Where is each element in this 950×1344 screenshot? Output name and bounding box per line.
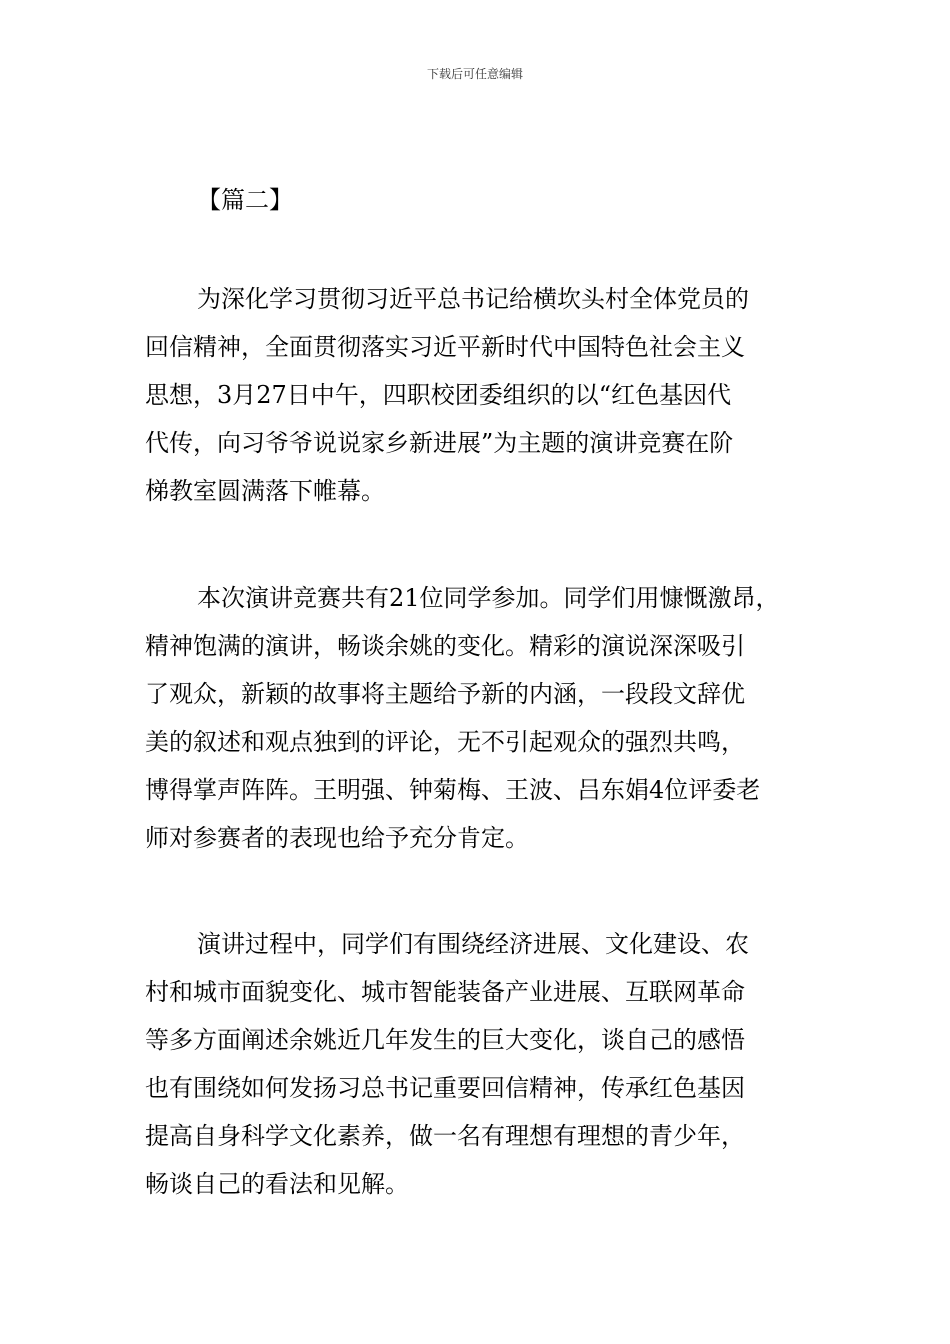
paragraph-line: 提高自身科学文化素养，做一名有理想有理想的青少年，	[145, 1122, 745, 1150]
page-header-note: 下载后可任意编辑	[426, 67, 523, 81]
paragraph-1	[145, 275, 749, 515]
paragraph-line: 回信精神，全面贯彻落实习近平新时代中国特色社会主义	[145, 333, 745, 361]
paragraph-line: 梯教室圆满落下帷幕。	[145, 477, 385, 505]
paragraph-line: 代传，向习爷爷说说家乡新进展”为主题的演讲竞赛在阶	[145, 429, 734, 457]
paragraph-line: 畅谈自己的看法和见解。	[145, 1170, 409, 1198]
paragraph-line: 师对参赛者的表现也给予充分肯定。	[145, 824, 529, 852]
paragraph-line: 等多方面阐述余姚近几年发生的巨大变化，谈自己的感悟	[145, 1026, 745, 1054]
section-title: 【篇二】	[197, 186, 293, 214]
paragraph-line: 为深化学习贯彻习近平总书记给横坎头村全体党员的	[197, 285, 749, 313]
paragraph-line: 演讲过程中，同学们有围绕经济进展、文化建设、农	[197, 930, 749, 958]
paragraph-line: 了观众，新颖的故事将主题给予新的内涵，一段段文辞优	[145, 680, 745, 708]
paragraph-line: 博得掌声阵阵。王明强、钟菊梅、王波、吕东娟4位评委老	[145, 776, 761, 804]
paragraph-line: 思想，3月27日中午，四职校团委组织的以“红色基因代	[145, 381, 732, 409]
paragraph-line: 精神饱满的演讲，畅谈余姚的变化。精彩的演说深深吸引	[145, 632, 745, 660]
paragraph-2	[145, 574, 780, 862]
paragraph-3	[145, 920, 749, 1208]
paragraph-line: 也有围绕如何发扬习总书记重要回信精神，传承红色基因	[145, 1074, 745, 1102]
paragraph-line: 村和城市面貌变化、城市智能装备产业进展、互联网革命	[145, 978, 745, 1006]
paragraph-line: 本次演讲竞赛共有21位同学参加。同学们用慷慨激昂，	[197, 584, 780, 612]
paragraph-line: 美的叙述和观点独到的评论，无不引起观众的强烈共鸣，	[145, 728, 745, 756]
